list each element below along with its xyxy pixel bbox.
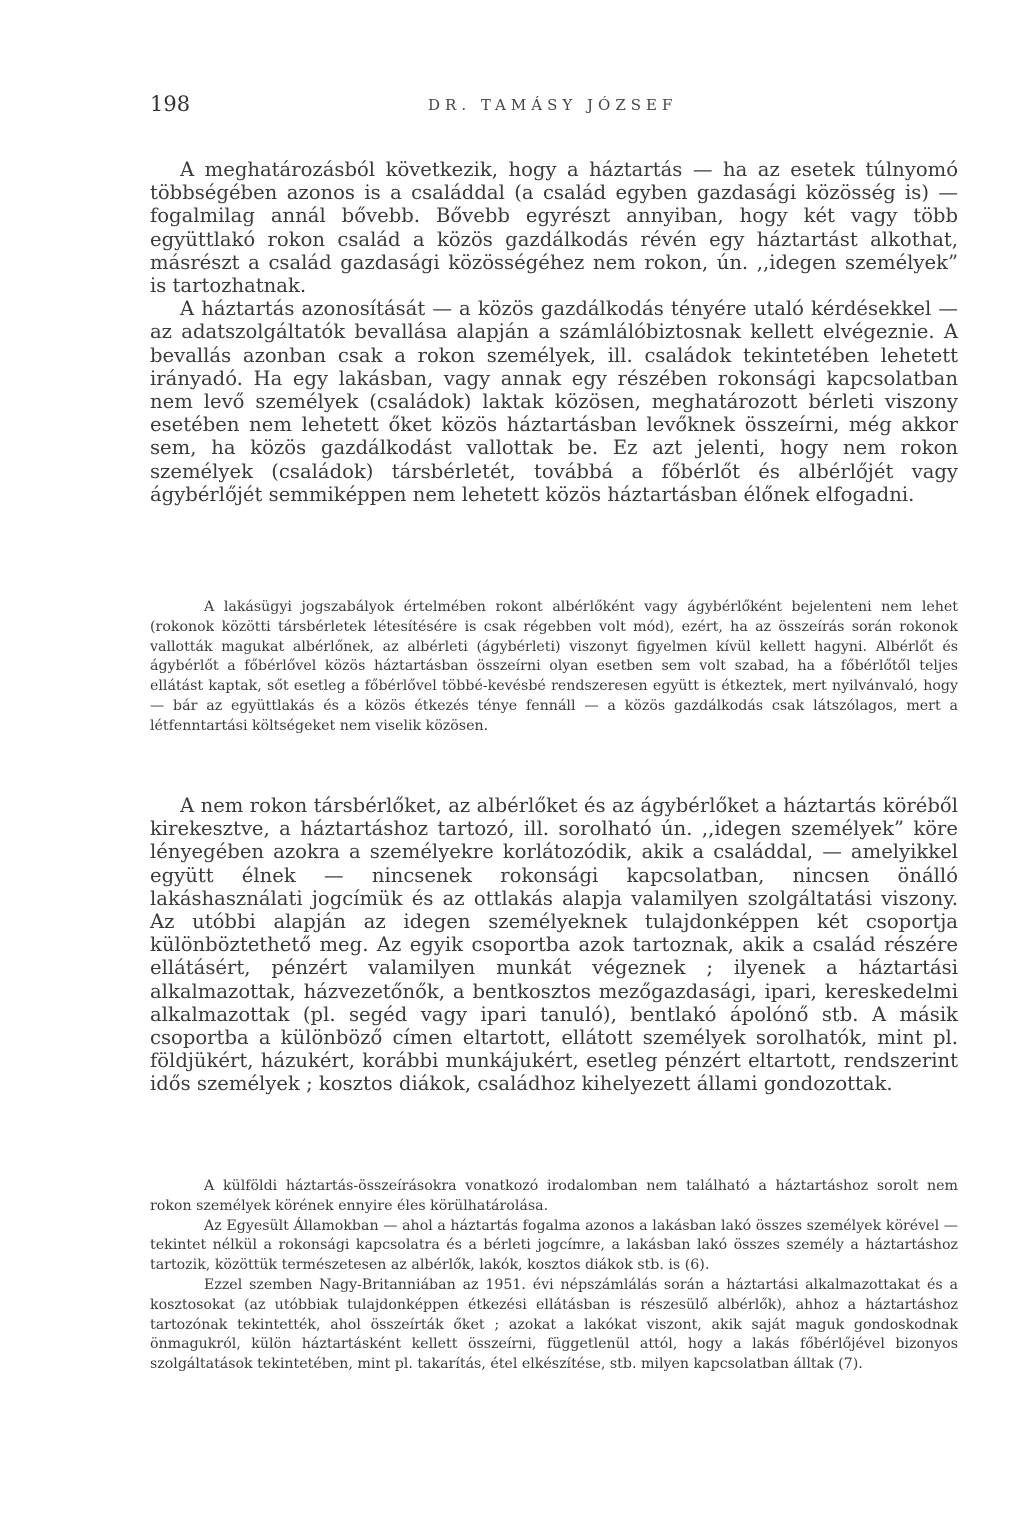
running-head-author: DR. TAMÁSY JÓZSEF: [428, 96, 678, 114]
small-print-note-1: [150, 598, 958, 737]
page-header: [150, 92, 958, 122]
body-paragraph: A háztartás azonosítását — a közös gazdálkodás tényére utaló kérdésekkel — az adatszolgáltatók bevallása alapján a számlálóbiztosnak kellett elvégeznie. A bevallás azonban csak a rokon személyek, ill. családok tekintetében lehetett irányadó. Ha egy lakásban, vagy annak egy részében rokonsági kapcsolatban nem levő személyek (családok) laktak közösen, meghatározott bérleti viszony esetében nem lehetett őket közös háztartásban levőknek összeírni, még akkor sem, ha közös gazdálkodást vallottak be. Ez azt jelenti, hogy nem rokon személyek (családok) társbérletét, továbbá a főbérlőt és albérlőjét vagy ágybérlőjét semmiképpen nem lehetett közös háztartásban élőnek elfogadni.: [150, 297, 958, 506]
note-paragraph: Az Egyesült Államokban — ahol a háztartás fogalma azonos a lakásban lakó összes személyek körével — tekintet nélkül a rokonsági kapcsolatra és a bérleti jogcímre, a lakásban lakó összes személy a háztartáshoz tartozik, közöttük természetesen az albérlők, lakók, kosztos diákok stb. is (6).: [150, 1217, 958, 1274]
main-text-section-1: [150, 158, 958, 506]
body-paragraph: A meghatározásból következik, hogy a háztartás — ha az esetek túlnyomó többségében azonos is a családdal (a család egyben gazdasági közösség is) — fogalmilag annál bővebb. Bővebb egyrészt annyiban, hogy két vagy több együttlakó rokon család a közös gazdálkodás révén egy háztartást alkothat, másrészt a család gazdasági közösségéhez nem rokon, ún. ,,idegen személyek” is tartozhatnak.: [150, 158, 958, 298]
note-paragraph: A lakásügyi jogszabályok értelmében rokont albérlőként vagy ágybérlőként bejelenteni nem lehet (rokonok közötti társbérletek létesítésére is csak régebben volt mód), ezért, ha az összeírás során rokonok vallották magukat albérlőnek, az albérleti (ágybérleti) viszonyt figyelmen kívül kellett hagyni. Albérlőt és ágybérlőt a főbérlővel közös háztartásban összeírni olyan esetben sem volt szabad, ha a főbérlőtől teljes ellátást kaptak, sőt esetleg a főbérlővel többé-kevésbé rendszeresen együtt is étkeztek, mert nyilvánvaló, hogy — bár az együttlakás és a közös étkezés ténye fennáll — a közös gazdálkodás csak látszólagos, mert a létfenntartási költségeket nem viselik közösen.: [150, 599, 958, 734]
note-paragraph: A külföldi háztartás-összeírásokra vonatkozó irodalomban nem található a háztartáshoz sorolt nem rokon személyek körének ennyire éles körülhatárolása.: [150, 1178, 958, 1214]
note-paragraph: Ezzel szemben Nagy-Britanniában az 1951. évi népszámlálás során a háztartási alkalmazottakat és a kosztosokat (az utóbbiak tulajdonképpen étkezési ellátásban is részesülő albérlők), ahhoz a háztartáshoz tartozónak tekintették, ahol összeírták őket ; azokat a lakókat viszont, akik saját maguk gondoskodnak önmagukról, külön háztartásként kellett összeírni, függetlenül attól, hogy a lakás főbérlőjével bizonyos szolgáltatások tekintetében, mint pl. takarítás, étel elkészítése, stb. milyen kapcsolatban álltak (7).: [150, 1276, 958, 1373]
body-paragraph: A nem rokon társbérlőket, az albérlőket és az ágybérlőket a háztartás köréből kirekesztve, a háztartáshoz tartozó, ill. sorolható ún. ,,idegen személyek” köre lényegében azokra a személyekre korlátozódik, akik a családdal, — amelyikkel együtt élnek — nincsenek rokonsági kapcsolatban, nincsen önálló lakáshasználati jogcímük és az ottlakás alapja valamilyen szolgáltatási viszony. Az utóbbi alapján az idegen személyeknek tulajdonképpen két csoportja különböztethető meg. Az egyik csoportba azok tartoznak, akik a család részére ellátásért, pénzért valamilyen munkát végeznek ; ilyenek a háztartási alkalmazottak, házvezetőnők, a bentkosztos mezőgazdasági, ipari, kereskedelmi alkalmazottak (pl. segéd vagy ipari tanuló), bentlakó ápolónő stb. A másik csoportba a különböző címen eltartott, ellátott személyek sorolhatók, mint pl. földjükért, házukért, korábbi munkájukért, esetleg pénzért eltartott, rendszerint idős személyek ; kosztos diákok, családhoz kihelyezett állami gondozottak.: [150, 794, 958, 1096]
small-print-notes-2: [150, 1177, 958, 1375]
page-number: 198: [150, 92, 191, 116]
main-text-section-2: [150, 794, 958, 1096]
